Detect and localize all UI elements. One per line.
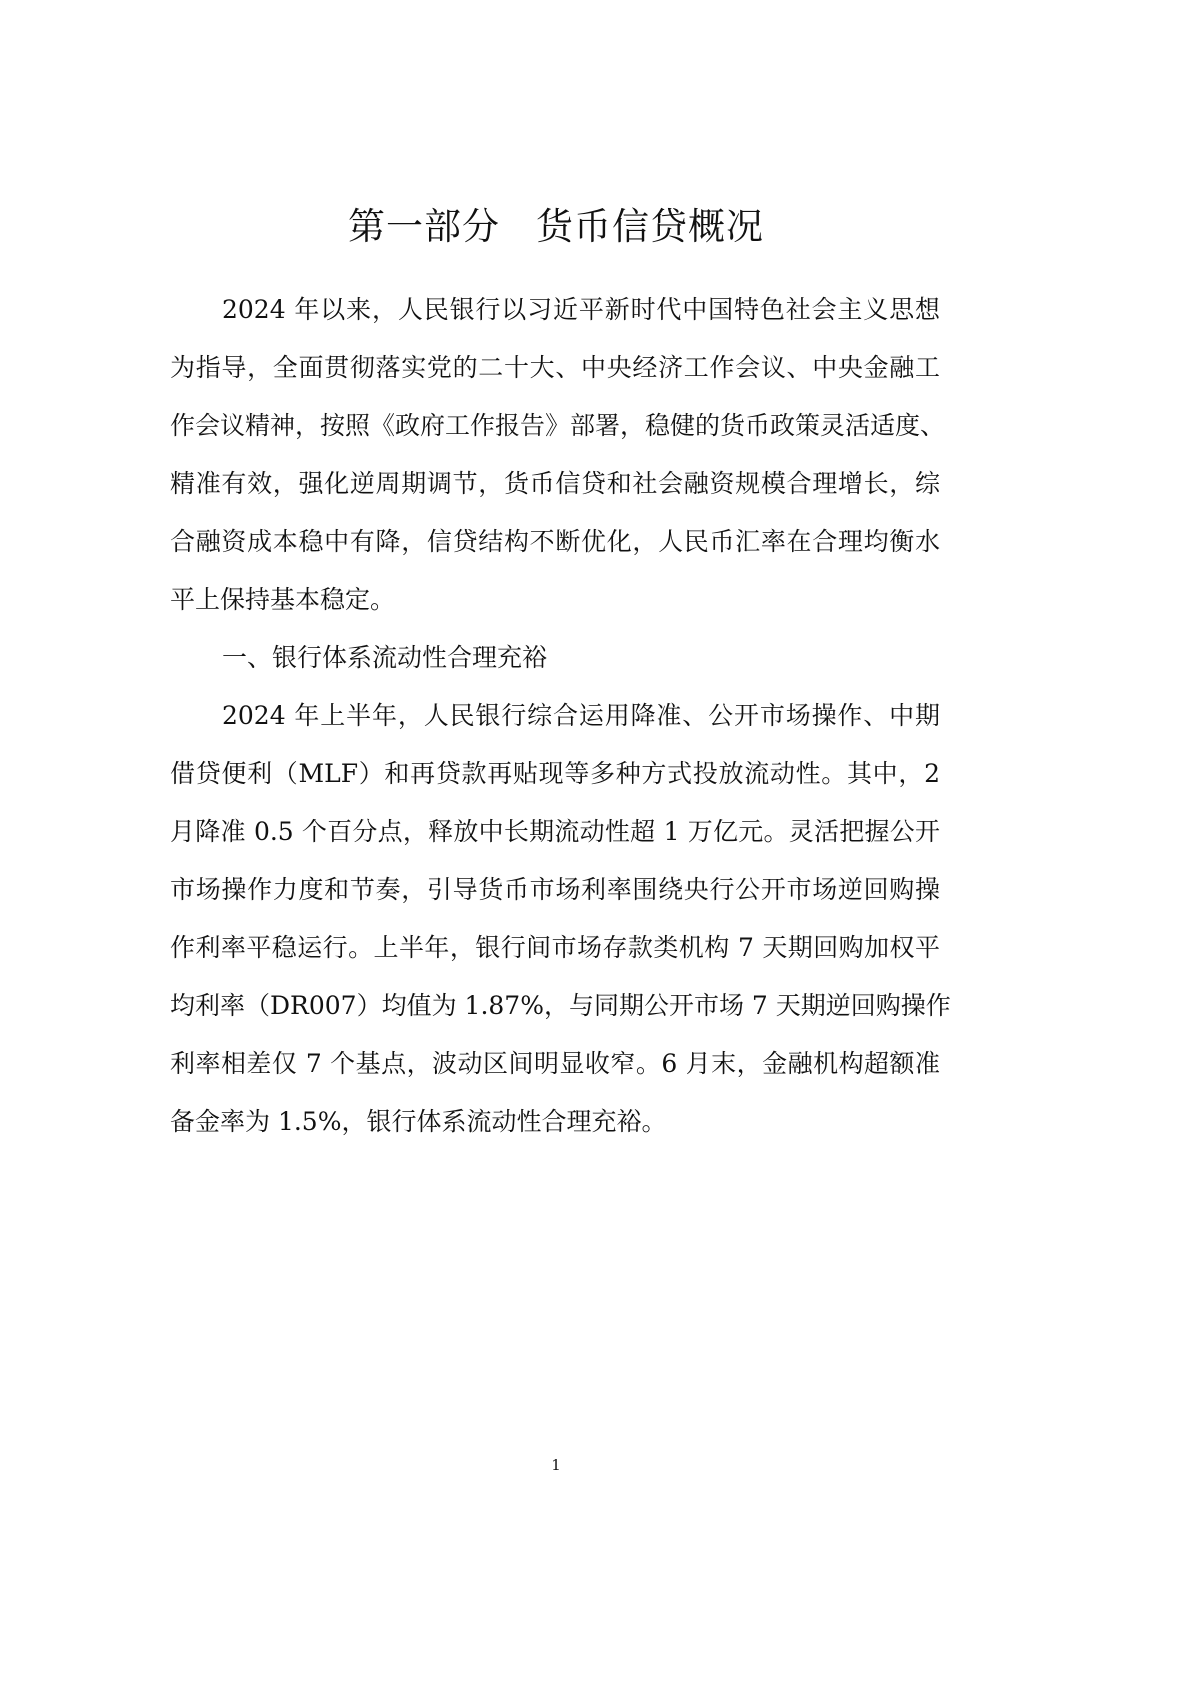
page-number: 1 bbox=[551, 1456, 561, 1474]
section-heading: 一、银行体系流动性合理充裕 bbox=[222, 643, 548, 672]
text-line: 均利率（DR007）均值为 1.87%，与同期公开市场 7 天期逆回购操作 bbox=[170, 991, 951, 1020]
document-body bbox=[170, 281, 951, 1151]
text-line: 市场操作力度和节奏，引导货币市场利率围绕央行公开市场逆回购操 bbox=[170, 875, 940, 904]
text-line: 平上保持基本稳定。 bbox=[170, 585, 396, 614]
text-line: 2024 年上半年，人民银行综合运用降准、公开市场操作、中期 bbox=[222, 701, 940, 730]
text-line: 合融资成本稳中有降，信贷结构不断优化，人民币汇率在合理均衡水 bbox=[170, 527, 940, 556]
text-line: 为指导，全面贯彻落实党的二十大、中央经济工作会议、中央金融工 bbox=[170, 353, 940, 382]
text-line: 2024 年以来，人民银行以习近平新时代中国特色社会主义思想 bbox=[222, 295, 940, 324]
text-line: 精准有效，强化逆周期调节，货币信贷和社会融资规模合理增长，综 bbox=[170, 469, 940, 498]
text-line: 利率相差仅 7 个基点，波动区间明显收窄。6 月末，金融机构超额准 bbox=[170, 1049, 940, 1078]
text-line: 借贷便利（MLF）和再贷款再贴现等多种方式投放流动性。其中，2 bbox=[170, 759, 940, 788]
text-line: 月降准 0.5 个百分点，释放中长期流动性超 1 万亿元。灵活把握公开 bbox=[170, 817, 940, 846]
title-part: 第一部分 bbox=[348, 205, 500, 248]
title-name: 货币信贷概况 bbox=[536, 205, 764, 248]
text-line: 作会议精神，按照《政府工作报告》部署，稳健的货币政策灵活适度、 bbox=[170, 411, 946, 440]
paragraph-1 bbox=[170, 281, 946, 629]
text-line: 作利率平稳运行。上半年，银行间市场存款类机构 7 天期回购加权平 bbox=[170, 933, 940, 962]
paragraph-2 bbox=[170, 687, 951, 1151]
page-title bbox=[0, 196, 1112, 250]
text-line: 备金率为 1.5%，银行体系流动性合理充裕。 bbox=[170, 1107, 667, 1136]
